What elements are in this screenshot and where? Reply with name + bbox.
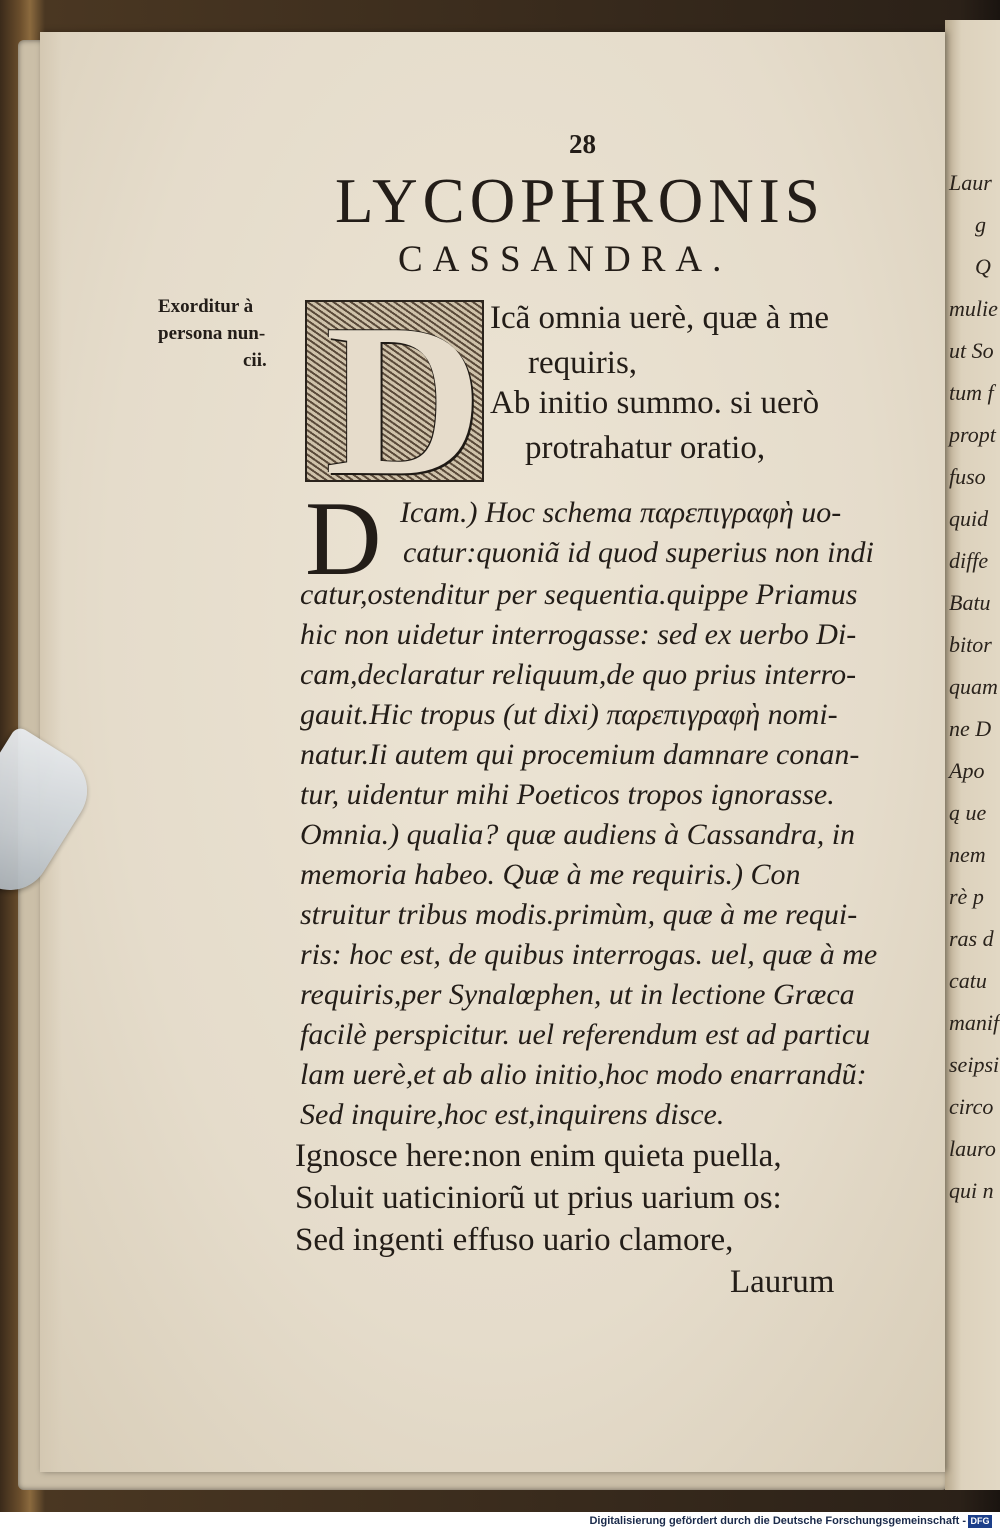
commentary-line: hic non uidetur interrogasse: sed ex uerbo Di- (300, 618, 857, 651)
initial-letter: D (325, 300, 483, 482)
facing-page-fragment: Q (975, 254, 991, 279)
verse-line: requiris, (528, 345, 638, 381)
facing-page-fragment: bitor (949, 632, 992, 657)
page-title: LYCOPHRONIS (335, 166, 825, 236)
facing-page-fragment: diffe (949, 548, 989, 573)
verse-line: Sed ingenti effuso uario clamore, (295, 1222, 734, 1258)
catchword: Laurum (730, 1264, 835, 1300)
woodcut-initial (305, 300, 484, 482)
facing-page-fragment: ne D (949, 716, 992, 741)
facing-page-fragment: rè p (949, 884, 984, 909)
commentary-line: catur:quoniã id quod superius non indi (403, 536, 874, 569)
verse-line: Soluit uaticiniorũ ut prius uarium os: (295, 1180, 782, 1216)
facing-page-fragment: fuso (949, 464, 986, 489)
facing-page-fragment: circo (949, 1094, 994, 1119)
commentary-line: struitur tribus modis.primùm, quæ à me requi- (300, 898, 858, 931)
facing-page-fragment: ut So (949, 338, 994, 363)
commentary-line: natur.Ii autem qui procemium damnare conan- (300, 738, 860, 771)
commentary-line: Omnia.) qualia? quæ audiens à Cassandra, in (300, 818, 856, 851)
facing-page (945, 20, 1000, 1490)
commentary-line: Icam.) Hoc schema παρεπιγραφὴ uo- (400, 496, 842, 529)
commentary-line: ris: hoc est, de quibus interrogas. uel, quæ à me (300, 938, 878, 971)
commentary-line: catur,ostenditur per sequentia.quippe Priamus (300, 578, 858, 611)
marginal-note-line: Exorditur à (158, 296, 254, 317)
commentary-line: tur, uidentur mihi Poeticos tropos ignorasse. (300, 778, 835, 811)
commentary-line: Sed inquire,hoc est,inquirens disce. (300, 1098, 725, 1131)
footer-credit: Digitalisierung gefördert durch die Deutsche Forschungsgemeinschaft - (589, 1515, 966, 1527)
commentary-line: requiris,per Synalœphen, ut in lectione Græca (300, 978, 855, 1011)
commentary-line: facilè perspicitur. uel referendum est ad particu (300, 1018, 871, 1051)
facing-page-fragment: g (975, 212, 986, 237)
commentary-line: memoria habeo. Quæ à me requiris.) Con (300, 858, 801, 891)
facing-page-fragment: Batu (949, 590, 991, 615)
facing-page-fragment: ą ue (949, 800, 987, 825)
facing-page-fragment: seipsi (949, 1052, 1000, 1077)
page-subtitle: CASSANDRA. (398, 239, 732, 280)
facing-page-fragment: nem (949, 842, 986, 867)
verse-line: protrahatur oratio, (525, 430, 766, 466)
verse-line: Ignosce here:non enim quieta puella, (295, 1138, 782, 1174)
facing-page-fragment: Laur (949, 170, 992, 195)
page-number: 28 (569, 129, 596, 159)
facing-page-fragment: catu (949, 968, 987, 993)
marginal-note-line: persona nun- (158, 323, 266, 344)
dfg-logo: DFG (968, 1515, 992, 1528)
facing-page-fragment: mulie (949, 296, 998, 321)
facing-page-fragment: tum f (949, 380, 994, 405)
commentary-line: gauit.Hic tropus (ut dixi) παρεπιγραφὴ nomi- (300, 698, 838, 731)
facing-page-fragment: propt (949, 422, 996, 447)
facing-page-fragment: manif (949, 1010, 1000, 1035)
commentary-line: lam uerè,et ab alio initio,hoc modo enarrandũ: (300, 1058, 867, 1091)
commentary-line: cam,declaratur reliquum,de quo prius interro- (300, 658, 857, 691)
facing-page-fragment: quam (949, 674, 998, 699)
marginal-note-line: cii. (243, 350, 267, 371)
facing-page-fragment: qui n (949, 1178, 994, 1203)
facing-page-fragment: Apo (949, 758, 985, 783)
facing-page-fragment: quid (949, 506, 989, 531)
facing-page-fragment: lauro (949, 1136, 996, 1161)
facing-page-fragment: ras d (949, 926, 994, 951)
verse-line: Ab initio summo. si uerò (490, 385, 820, 421)
verse-line: Icã omnia uerè, quæ à me (490, 300, 830, 336)
commentary-dropcap: D (305, 480, 382, 597)
